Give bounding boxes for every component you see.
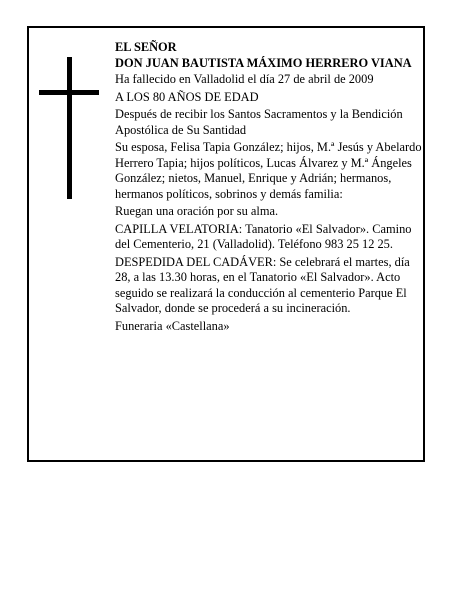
- sacraments-statement: Después de recibir los Santos Sacramentos y la Bendición Apostólica de Su Santidad: [115, 106, 403, 137]
- chapel-info: CAPILLA VELATORIA: Tanatorio «El Salvador». Camino del Cementerio, 21 (Valladolid). Teléfono 983 25 12 25.: [115, 221, 412, 252]
- family-list: Su esposa, Felisa Tapia González; hijos, M.ª Jesús y Abelardo Herrero Tapia; hijos políticos, Lucas Álvarez y M.ª Ángeles González; nietos, Manuel, Enrique y Adrián; hermanos, hermanos políticos, sobrinos y demás familia:: [115, 139, 422, 201]
- funeral-home: Funeraria «Castellana»: [115, 318, 230, 333]
- notice-title: EL SEÑOR: [115, 40, 177, 54]
- notice-text: [115, 40, 423, 336]
- cross-vertical-bar: [67, 57, 72, 199]
- farewell-info: DESPEDIDA DEL CADÁVER: Se celebrará el martes, día 28, a las 13.30 horas, en el Tanatorio «El Salvador». Acto seguido se realizará la conducción al cementerio Parque El Salvador, donde se procederá a su incineración.: [115, 254, 410, 316]
- obituary-notice: [27, 26, 425, 462]
- prayer-request: Ruegan una oración por su alma.: [115, 204, 279, 219]
- deceased-name: DON JUAN BAUTISTA MÁXIMO HERRERO VIANA: [115, 55, 412, 70]
- death-statement: Ha fallecido en Valladolid el día 27 de abril de 2009: [115, 72, 374, 87]
- age-statement: A LOS 80 AÑOS DE EDAD: [115, 89, 259, 104]
- cross-horizontal-bar: [39, 90, 99, 95]
- latin-cross-icon: [39, 57, 99, 199]
